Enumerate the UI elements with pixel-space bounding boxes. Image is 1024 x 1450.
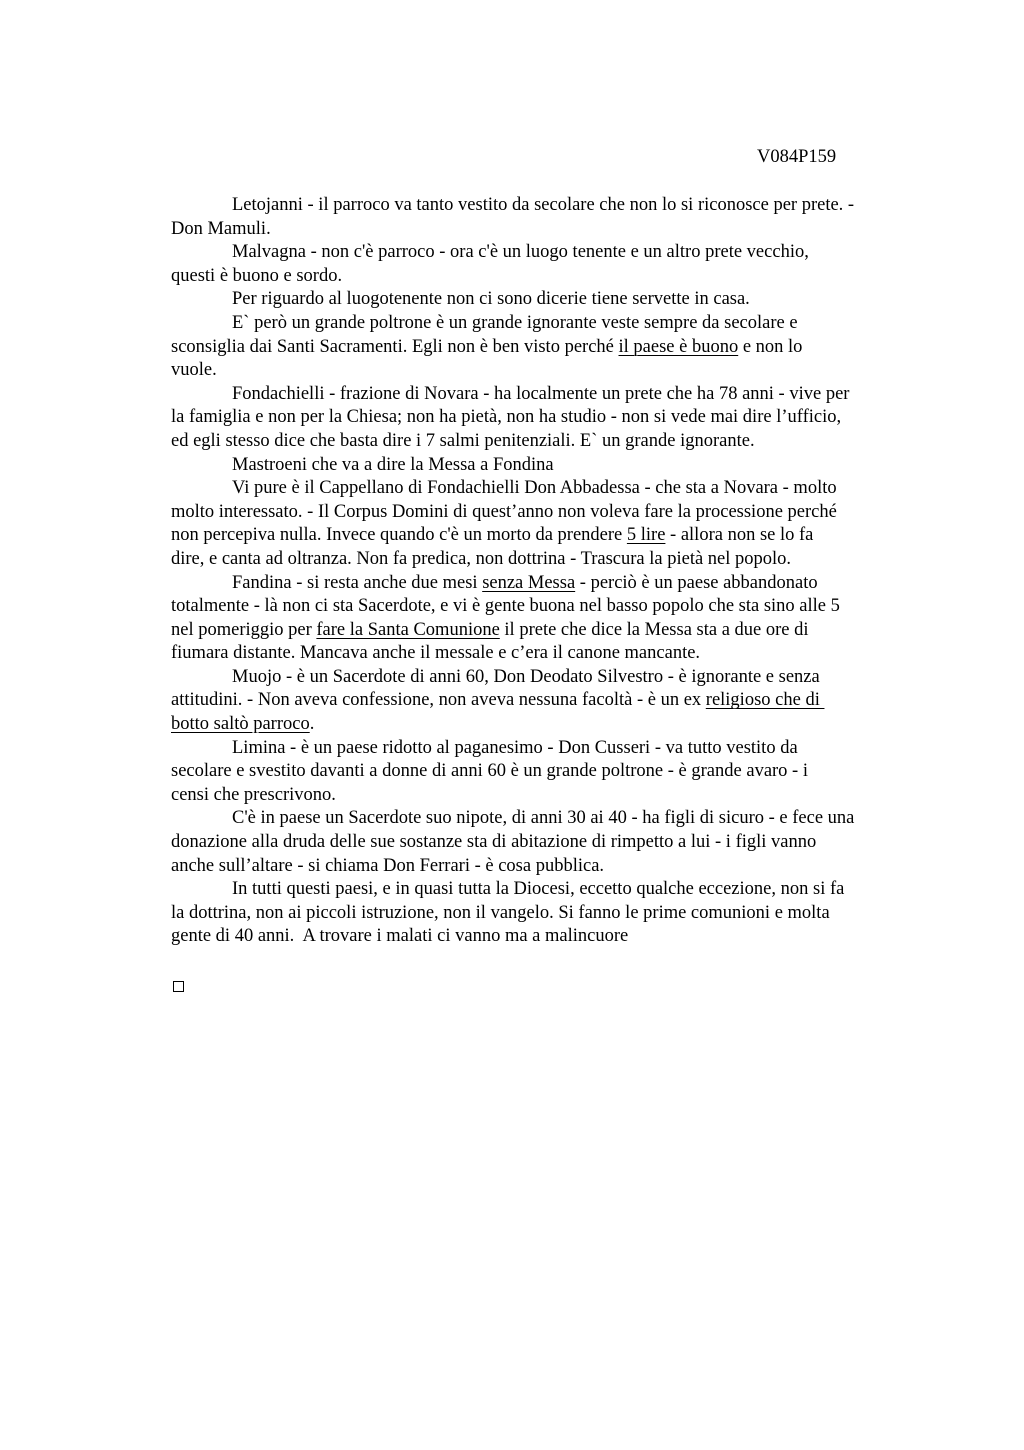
text-run: Malvagna - non c'è parroco - ora c'è un luogo tenente e un altro prete vecchio, [232, 242, 809, 263]
text-run: Vi pure è il Cappellano di Fondachielli Don Abbadessa - che sta a Novara - molto [232, 478, 837, 499]
text-run: secolare e svestito davanti a donne di anni 60 è un grande poltrone - è grande avaro - i [171, 761, 808, 782]
text-run: Limina - è un paese ridotto al paganesimo - Don Cusseri - va tutto vestito da [232, 737, 798, 758]
body-text [171, 194, 931, 949]
text-run: In tutti questi paesi, e in quasi tutta la Diocesi, eccetto qualche eccezione, non si fa [232, 879, 845, 900]
text-line [171, 265, 931, 289]
text-line [171, 572, 931, 596]
text-run: dire, e canta ad oltranza. Non fa predica, non dottrina - Trascura la pietà nel popolo. [171, 548, 792, 569]
text-run: - allora non se lo fa [665, 525, 814, 546]
text-run: Muojo - è un Sacerdote di anni 60, Don Deodato Silvestro - è ignorante e senza [232, 666, 820, 687]
underlined-phrase: 5 lire [626, 525, 666, 546]
text-line [171, 902, 931, 926]
text-run: Don Mamuli. [171, 218, 271, 239]
text-line [171, 406, 931, 430]
text-line [171, 312, 931, 336]
text-line [171, 194, 931, 218]
text-run: la dottrina, non ai piccoli istruzione, non il vangelo. Si fanno le prime comunioni e molta [171, 902, 830, 923]
text-line [171, 807, 931, 831]
text-line [171, 430, 931, 454]
text-line [171, 737, 931, 761]
text-run: Fondachielli - frazione di Novara - ha localmente un prete che ha 78 anni - vive per [232, 383, 850, 404]
text-run: fiumara distante. Mancava anche il messale e c’era il canone mancante. [171, 643, 701, 664]
text-run: E` però un grande poltrone è un grande ignorante veste sempre da secolare e [232, 312, 798, 333]
text-line [171, 454, 931, 478]
text-run: Mastroeni che va a dire la Messa a Fondina [232, 454, 554, 475]
text-line [171, 878, 931, 902]
text-line [171, 218, 931, 242]
text-line [171, 760, 931, 784]
text-run: anche sull’altare - si chiama Don Ferrari - è cosa pubblica. [171, 855, 605, 876]
underlined-phrase: religioso che di [705, 690, 825, 711]
text-line [171, 855, 931, 879]
underlined-phrase: il paese è buono [618, 336, 739, 357]
text-line [171, 288, 931, 312]
text-run: censi che prescrivono. [171, 784, 336, 805]
text-run: la famiglia e non per la Chiesa; non ha pietà, non ha studio - non si vede mai dire l’ufficio, [171, 407, 842, 428]
text-run: non percepiva nulla. Invece quando c'è un morto da prendere [171, 525, 627, 546]
text-run: nel pomeriggio per [171, 619, 317, 640]
text-run: sconsiglia dai Santi Sacramenti. Egli non è ben visto perché [171, 336, 619, 357]
text-run: totalmente - là non ci sta Sacerdote, e vi è gente buona nel basso popolo che sta sino alle 5 [171, 596, 840, 617]
text-line [171, 689, 931, 713]
underlined-phrase: senza Messa [482, 572, 576, 593]
text-run: Fandina - si resta anche due mesi [232, 572, 483, 593]
empty-checkbox-icon [173, 981, 184, 992]
underlined-phrase: botto saltò parroco [171, 714, 310, 735]
text-line [171, 666, 931, 690]
text-run: gente di 40 anni. A trovare i malati ci vanno ma a malincuore [171, 926, 629, 947]
text-run: vuole. [171, 360, 217, 381]
text-line [171, 713, 931, 737]
text-line [171, 831, 931, 855]
text-line [171, 359, 931, 383]
text-line [171, 241, 931, 265]
text-line [171, 501, 931, 525]
text-run: attitudini. - Non aveva confessione, non aveva nessuna facoltà - è un ex [171, 690, 706, 711]
underlined-phrase: fare la Santa Comunione [316, 619, 500, 640]
text-line [171, 925, 931, 949]
text-line [171, 784, 931, 808]
text-run: e non lo [738, 336, 803, 357]
text-line [171, 595, 931, 619]
text-run: donazione alla druda delle sue sostanze sta di abitazione di rimpetto a lui - i figli vanno [171, 832, 817, 853]
text-run: ed egli stesso dice che basta dire i 7 salmi penitenziali. E` un grande ignorante. [171, 430, 755, 451]
text-line [171, 336, 931, 360]
text-run: il prete che dice la Messa sta a due ore di [499, 619, 809, 640]
text-run: Per riguardo al luogotenente non ci sono dicerie tiene servette in casa. [232, 289, 750, 310]
text-run: questi è buono e sordo. [171, 265, 343, 286]
text-line [171, 548, 931, 572]
text-line [171, 524, 931, 548]
text-run: C'è in paese un Sacerdote suo nipote, di anni 30 ai 40 - ha figli di sicuro - e fece una [232, 808, 855, 829]
text-line [171, 477, 931, 501]
text-line [171, 383, 931, 407]
page-code: V084P159 [757, 147, 837, 167]
text-run: . [309, 714, 315, 735]
text-run: Letojanni - il parroco va tanto vestito da secolare che non lo si riconosce per prete. - [232, 195, 855, 215]
text-run: molto interessato. - Il Corpus Domini di quest’anno non voleva fare la processione perché [171, 501, 837, 522]
text-line [171, 642, 931, 666]
text-line [171, 619, 931, 643]
text-run: - perciò è un paese abbandonato [575, 572, 818, 593]
